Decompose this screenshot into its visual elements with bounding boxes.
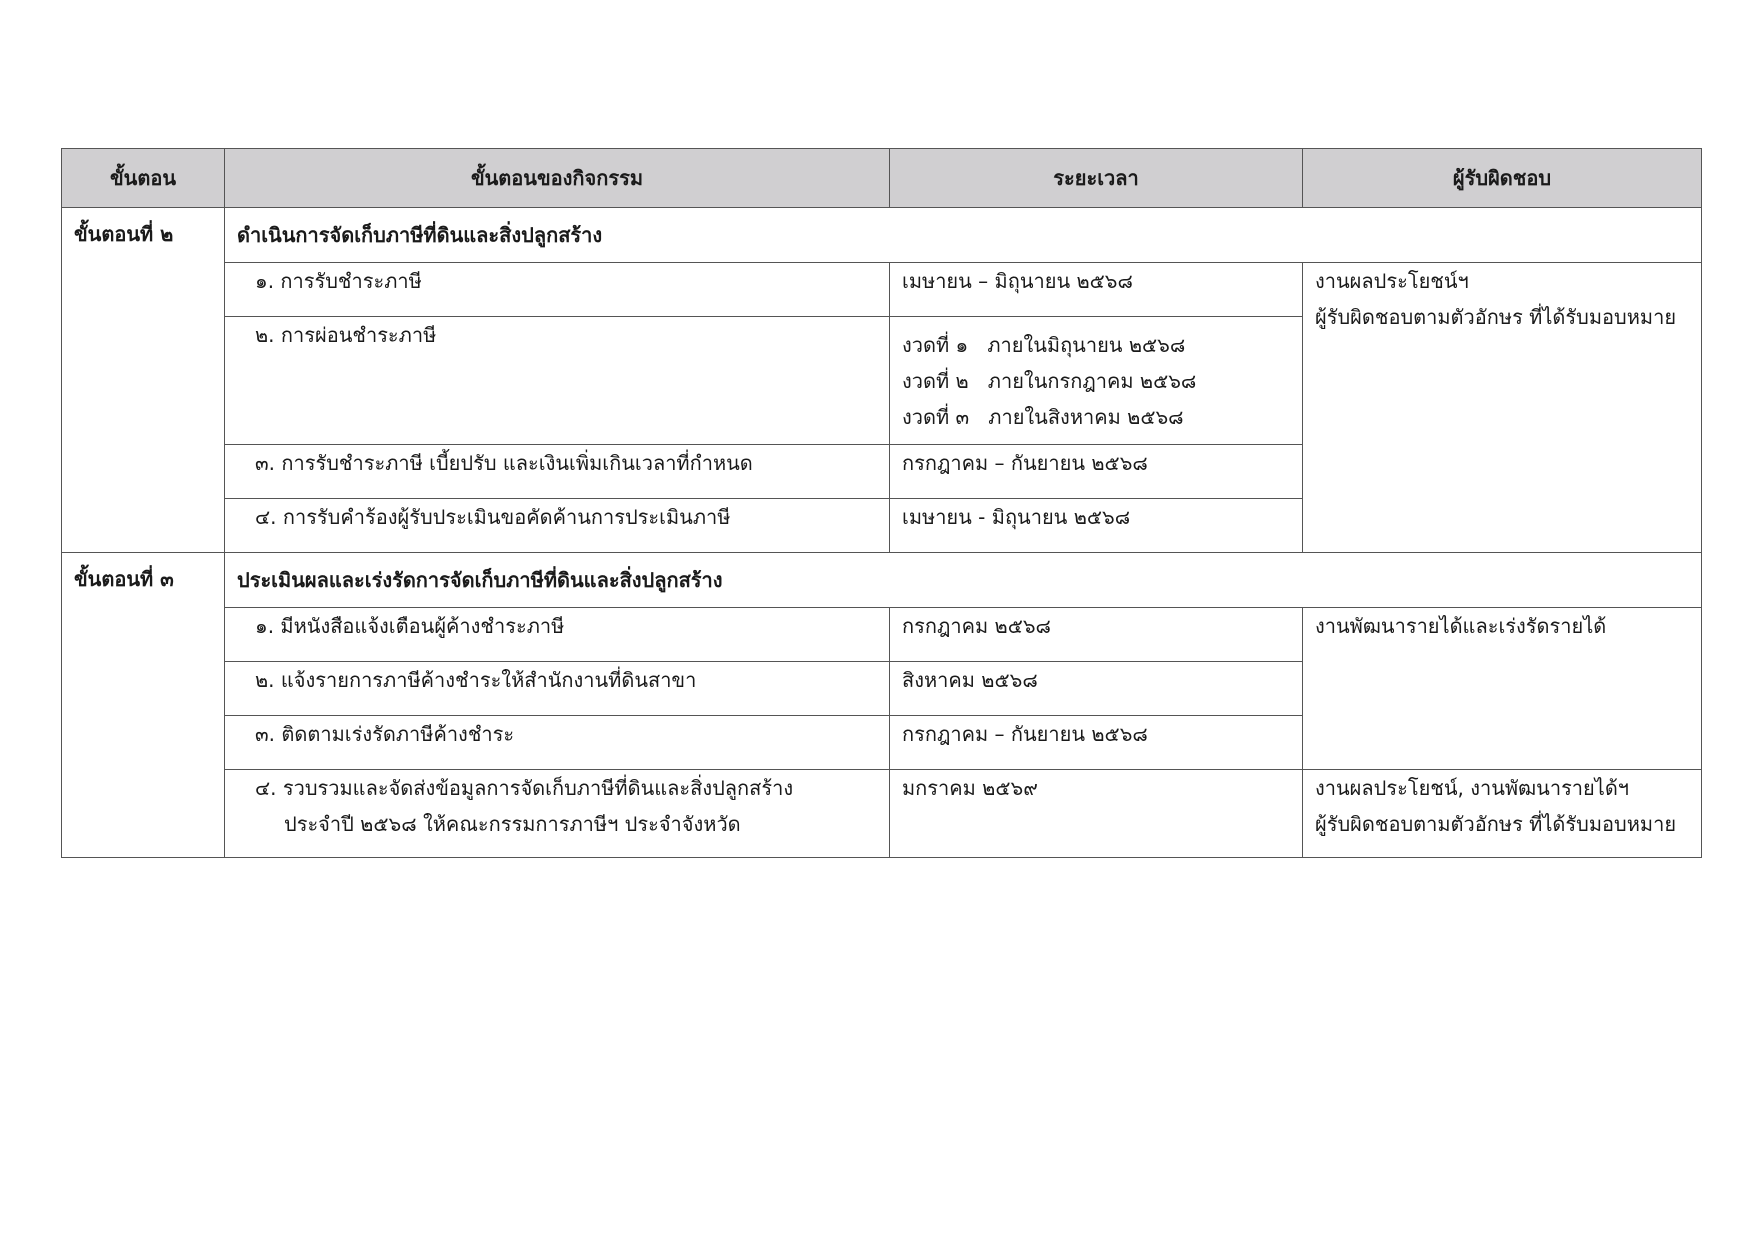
stage2-responsible-cell <box>1303 263 1702 553</box>
header-responsible: ผู้รับผิดชอบ <box>1303 149 1702 208</box>
stage3-title-row <box>62 553 1702 608</box>
stage3-responsible-cell: งานพัฒนารายได้และเร่งรัดรายได้ <box>1303 608 1702 770</box>
installment-when: ภายในกรกฎาคม ๒๕๖๘ <box>987 369 1197 393</box>
responsible-line: ผู้รับผิดชอบตามตัวอักษร ที่ได้รับมอบหมาย <box>1315 812 1677 836</box>
table-row <box>62 263 1702 317</box>
stage2-title-row <box>62 208 1702 263</box>
header-row <box>62 149 1702 208</box>
responsible-line: ผู้รับผิดชอบตามตัวอักษร ที่ได้รับมอบหมาย <box>1315 305 1677 329</box>
stage3-label: ขั้นตอนที่ ๓ <box>62 553 225 858</box>
stage3-title: ประเมินผลและเร่งรัดการจัดเก็บภาษีที่ดินและสิ่งปลูกสร้าง <box>225 553 1702 608</box>
activity-cell: ๒. การผ่อนชำระภาษี <box>225 317 890 445</box>
activity-cell: ๒. แจ้งรายการภาษีค้างชำระให้สำนักงานที่ดินสาขา <box>225 662 890 716</box>
tax-schedule-table <box>61 148 1702 858</box>
table-row <box>62 770 1702 858</box>
activity-cell: ๑. การรับชำระภาษี <box>225 263 890 317</box>
installment-number: งวดที่ ๓ <box>902 405 970 429</box>
responsible-line: งานผลประโยชน์ฯ <box>1315 269 1469 293</box>
installment-when: ภายในมิถุนายน ๒๕๖๘ <box>987 333 1186 357</box>
activity-cell: ๔. การรับคำร้องผู้รับประเมินขอคัดค้านการประเมินภาษี <box>225 499 890 553</box>
header-period: ระยะเวลา <box>890 149 1303 208</box>
period-cell: สิงหาคม ๒๕๖๘ <box>890 662 1303 716</box>
period-cell: กรกฎาคม – กันยายน ๒๕๖๘ <box>890 716 1303 770</box>
installment-number: งวดที่ ๒ <box>902 369 969 393</box>
responsible-cell <box>1303 770 1702 858</box>
installment-line <box>902 363 1290 399</box>
table-row <box>62 608 1702 662</box>
header-step: ขั้นตอน <box>62 149 225 208</box>
period-cell: เมษายน - มิถุนายน ๒๕๖๘ <box>890 499 1303 553</box>
activity-cell: ๑. มีหนังสือแจ้งเตือนผู้ค้างชำระภาษี <box>225 608 890 662</box>
stage2-label: ขั้นตอนที่ ๒ <box>62 208 225 553</box>
period-cell: กรกฎาคม ๒๕๖๘ <box>890 608 1303 662</box>
installment-when: ภายในสิงหาคม ๒๕๖๘ <box>988 405 1184 429</box>
activity-cell: ๓. ติดตามเร่งรัดภาษีค้างชำระ <box>225 716 890 770</box>
installment-number: งวดที่ ๑ <box>902 333 969 357</box>
activity-cell <box>225 770 890 858</box>
responsible-line: งานผลประโยชน์, งานพัฒนารายได้ฯ <box>1315 776 1630 800</box>
activity-line: ประจำปี ๒๕๖๘ ให้คณะกรรมการภาษีฯ ประจำจังหวัด <box>284 812 741 836</box>
activity-line: ๔. รวบรวมและจัดส่งข้อมูลการจัดเก็บภาษีที่ดินและสิ่งปลูกสร้าง <box>255 776 794 800</box>
period-cell: มกราคม ๒๕๖๙ <box>890 770 1303 858</box>
installments-cell <box>890 317 1303 445</box>
header-activity: ขั้นตอนของกิจกรรม <box>225 149 890 208</box>
installment-line <box>902 399 1290 435</box>
period-cell: เมษายน – มิถุนายน ๒๕๖๘ <box>890 263 1303 317</box>
period-cell: กรกฎาคม – กันยายน ๒๕๖๘ <box>890 445 1303 499</box>
activity-cell: ๓. การรับชำระภาษี เบี้ยปรับ และเงินเพิ่มเกินเวลาที่กำหนด <box>225 445 890 499</box>
installment-line <box>902 327 1290 363</box>
stage2-title: ดำเนินการจัดเก็บภาษีที่ดินและสิ่งปลูกสร้าง <box>225 208 1702 263</box>
